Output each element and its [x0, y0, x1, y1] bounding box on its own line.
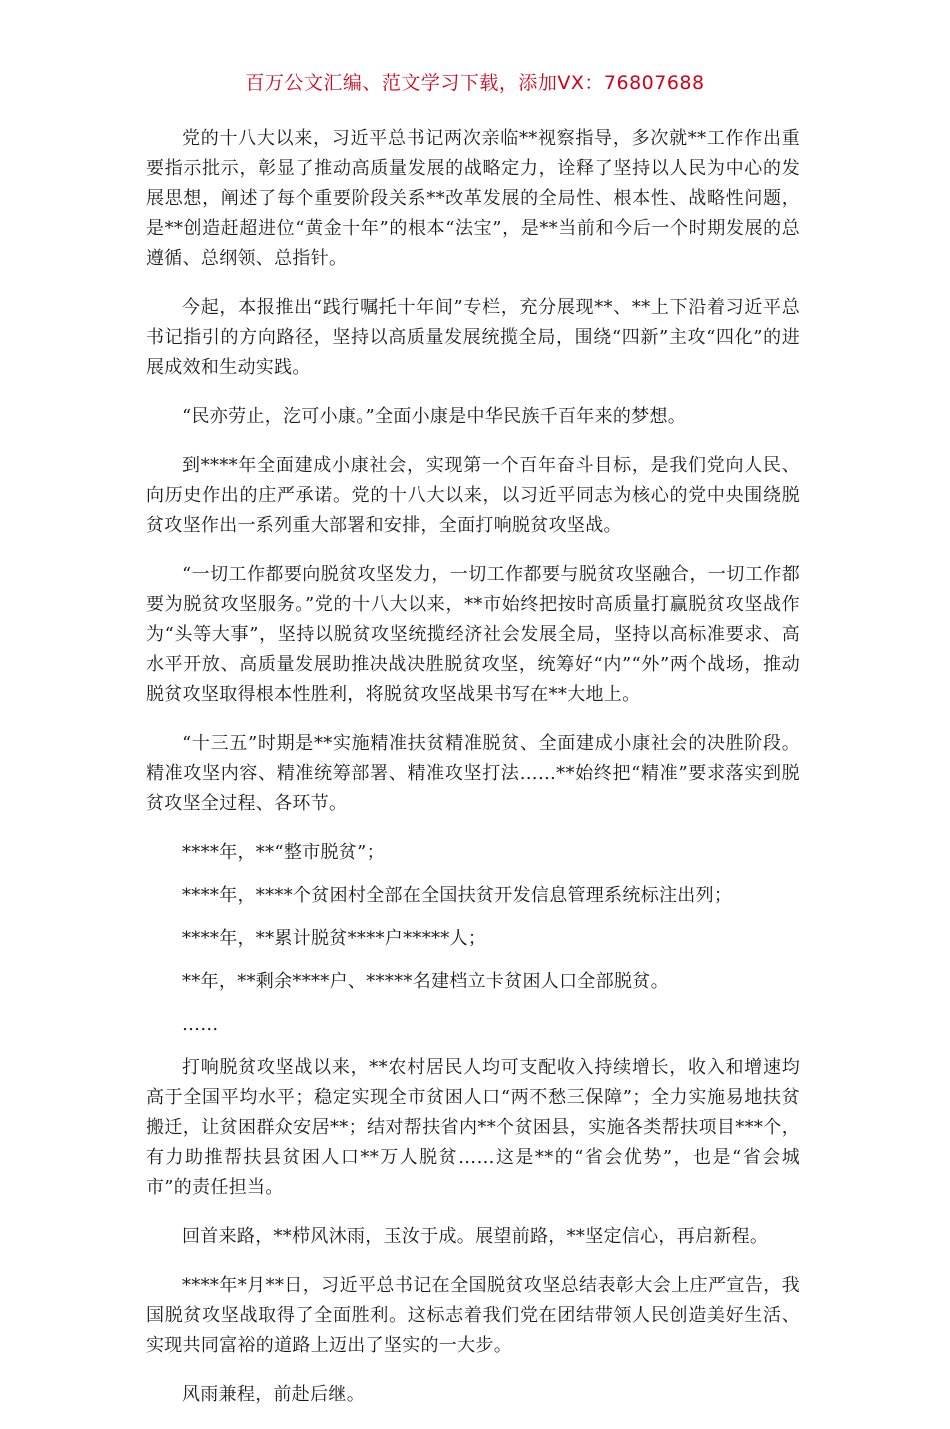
paragraph: 回首来路，**栉风沐雨，玉汝于成。展望前路，**坚定信心，再启新程。	[182, 1226, 769, 1247]
list-item: ****年，**“整市脱贫”；	[182, 842, 385, 863]
paragraph: “民亦劳止，汔可小康。”全面小康是中华民族千百年来的梦想。	[182, 406, 687, 427]
article-body	[146, 124, 800, 1429]
list-item: ****年，**累计脱贫****户*****人；	[182, 928, 487, 949]
paragraph: “十三五”时期是**实施精准扶贫精准脱贫、全面建成小康社会的决胜阶段。精准攻坚内容、精准统筹部署、精准攻坚打法……**始终把“精准”要求落实到脱贫攻坚全过程、各环节。	[146, 733, 800, 814]
list-item: **年，**剩余****户、*****名建档立卡贫困人口全部脱贫。	[182, 971, 669, 992]
paragraph: 党的十八大以来，习近平总书记两次亲临**视察指导，多次就**工作作出重要指示批示，彰显了推动高质量发展的战略定力，诠释了坚持以人民为中心的发展思想，阐述了每个重要阶段关系**改革发展的全局性、根本性、战略性问题，是**创造赶超进位“黄金十年”的根本“法宝”，是**当前和今后一个时期发展的总遵循、总纲领、总指针。	[146, 128, 800, 269]
paragraph: 风雨兼程，前赴后继。	[182, 1384, 365, 1405]
list-item: ****年，****个贫困村全部在全国扶贫开发信息管理系统标注出列；	[182, 885, 733, 906]
paragraph: 到****年全面建成小康社会，实现第一个百年奋斗目标，是我们党向人民、向历史作出的庄严承诺。党的十八大以来，以习近平同志为核心的党中央围绕脱贫攻坚作出一系列重大部署和安排，全面打响脱贫攻坚战。	[146, 455, 800, 536]
list-item-ellipsis: ……	[182, 1014, 219, 1035]
paragraph: “一切工作都要向脱贫攻坚发力，一切工作都要与脱贫攻坚融合，一切工作都要为脱贫攻坚服务。”党的十八大以来，**市始终把按时高质量打赢脱贫攻坚战作为“头等大事”，坚持以脱贫攻坚统揽经济社会发展全局，坚持以高标准要求、高水平开放、高质量发展助推决战决胜脱贫攻坚，统筹好“内”“外”两个战场，推动脱贫攻坚取得根本性胜利，将脱贫攻坚战果书写在**大地上。	[146, 564, 800, 705]
paragraph: ****年*月**日，习近平总书记在全国脱贫攻坚总结表彰大会上庄严宣告，我国脱贫攻坚战取得了全面胜利。这标志着我们党在团结带领人民创造美好生活、实现共同富裕的道路上迈出了坚实的一大步。	[146, 1275, 800, 1356]
watermark-banner: 百万公文汇编、范文学习下载，添加VX：76807688	[245, 72, 705, 94]
paragraph: 打响脱贫攻坚战以来，**农村居民人均可支配收入持续增长，收入和增速均高于全国平均水平；稳定实现全市贫困人口“两不愁三保障”；全力实施易地扶贫搬迁，让贫困群众安居**；结对帮扶省内**个贫困县，实施各类帮扶项目***个，有力助推帮扶县贫困人口**万人脱贫……这是**的“省会优势”，也是“省会城市”的责任担当。	[146, 1057, 800, 1198]
paragraph: 今起，本报推出“践行嘱托十年间”专栏，充分展现**、**上下沿着习近平总书记指引的方向路径，坚持以高质量发展统揽全局，围绕“四新”主攻“四化”的进展成效和生动实践。	[146, 297, 800, 378]
